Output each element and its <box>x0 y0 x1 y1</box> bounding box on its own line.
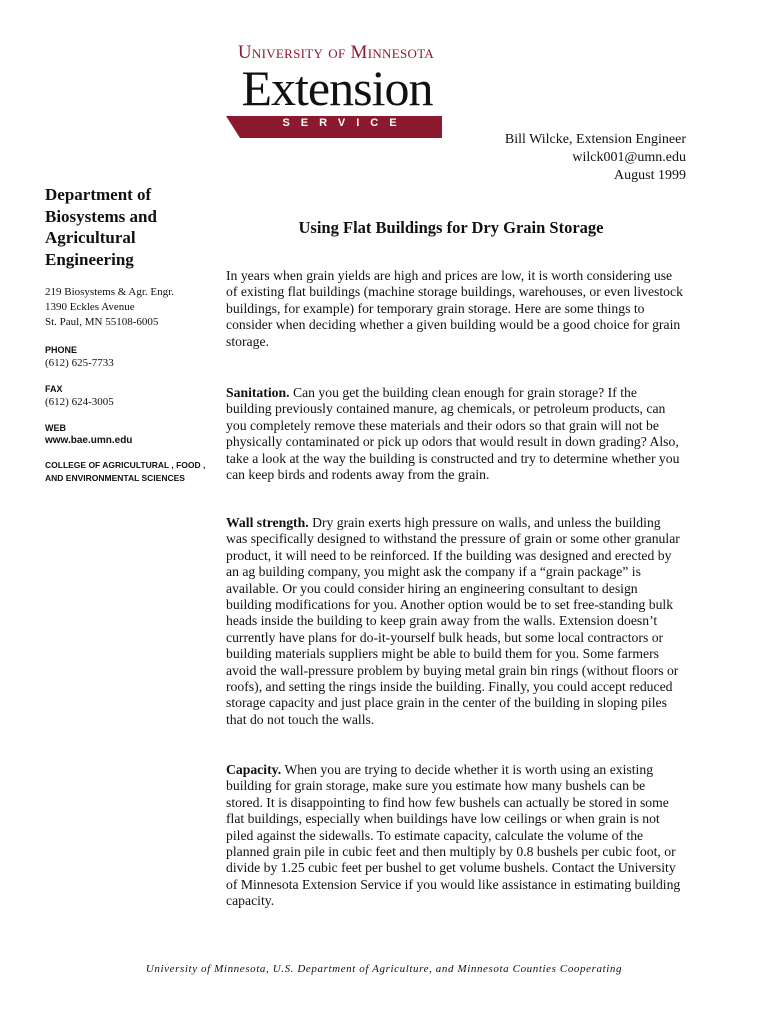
college-name: COLLEGE OF AGRICULTURAL , FOOD , AND ENVIRONMENTAL SCIENCES <box>45 460 206 483</box>
address-line-1: 219 Biosystems & Agr. Engr. <box>45 286 174 298</box>
phone-number: (612) 625-7733 <box>45 357 114 369</box>
web-label: WEB <box>45 423 66 433</box>
capacity-heading: Capacity. <box>226 762 282 777</box>
fax-label: FAX <box>45 384 63 394</box>
sanitation-heading: Sanitation. <box>226 385 290 400</box>
logo-extension-text: Extension <box>241 60 433 116</box>
author-email[interactable]: wilck001@umn.edu <box>572 150 686 165</box>
intro-paragraph: In years when grain yields are high and prices are low, it is worth considering use of existing flat buildings (machine storage buildings, warehouses, or even livestock buildings, for example) for temporary grain storage. Here are some things to consider when deciding whether a given building would be a good choice for grain storage. <box>226 268 683 349</box>
capacity-text: When you are trying to decide whether it is worth using an existing building for grain storage, make sure you estimate how many bushels can be stored. It is disappointing to find how few bushels can actually be stored in some flat buildings, especially when buildings have low ceilings or when grain is not piled against the sidewalls. To estimate capacity, calculate the volume of the planned grain pile in cubic feet and then multiply by 0.8 bushels per cubic foot, or divide by 1.25 cubic feet per bushel to get volume bushels. Contact the University of Minnesota Extension Service if you would like assistance in estimating building capacity. <box>226 762 681 909</box>
author-block <box>505 131 686 185</box>
capacity-paragraph <box>226 762 684 910</box>
publication-date: August 1999 <box>614 168 686 183</box>
address-line-2: 1390 Eckles Avenue <box>45 301 135 313</box>
fax-number: (612) 624-3005 <box>45 396 114 408</box>
sidebar <box>45 184 215 484</box>
author-name: Bill Wilcke, Extension Engineer <box>504 132 686 147</box>
web-link[interactable]: www.bae.umn.edu <box>45 435 133 446</box>
address <box>45 285 215 330</box>
sanitation-text: Can you get the building clean enough for grain storage? If the building previously contained manure, ag chemicals, or petroleum products, can you completely remove these materials and their odors so that grain will not be physically contaminated or pick up odors that would result in down grading? Also, take a look at the way the building is constructed and try to determine whether you can keep birds and rodents away from the grain. <box>226 385 680 483</box>
department-name: Department of Biosystems and Agricultural Engineering <box>45 185 157 269</box>
footer-text: University of Minnesota, U.S. Department of Agriculture, and Minnesota Counties Cooperating <box>145 963 623 975</box>
extension-logo <box>226 44 442 140</box>
phone-label: PHONE <box>45 345 78 355</box>
sanitation-paragraph <box>226 385 684 483</box>
logo-service-text: SERVICE <box>282 117 408 129</box>
wall-strength-heading: Wall strength. <box>226 515 309 530</box>
wall-strength-text: Dry grain exerts high pressure on walls, and unless the building was specifically designed to withstand the pressure of grain or some other granular product, it will need to be reinforced. If the building was designed and erected by an ag building company, you might ask the company if a “grain package” is available. Or you could consider hiring an engineering consultant to design building modifications for you. Another option would be to set free-standing bulk heads inside the building to keep grain away from the walls. Extension doesn’t currently have plans for do-it-yourself bulk heads, but some local contractors or building materials suppliers might be able to build them for you. Some farmers avoid the wall-pressure problem by buying metal grain bin rings (without floors or roofs), and setting the rings inside the building. Finally, you could accept reduced storage capacity and just place grain in the center of the building in sloping piles that do not touch the walls. <box>226 515 680 727</box>
article-title: Using Flat Buildings for Dry Grain Storage <box>298 218 604 237</box>
logo-university-text: University of Minnesota <box>237 42 435 63</box>
address-line-3: St. Paul, MN 55108-6005 <box>45 316 159 328</box>
wall-strength-paragraph <box>226 515 684 728</box>
